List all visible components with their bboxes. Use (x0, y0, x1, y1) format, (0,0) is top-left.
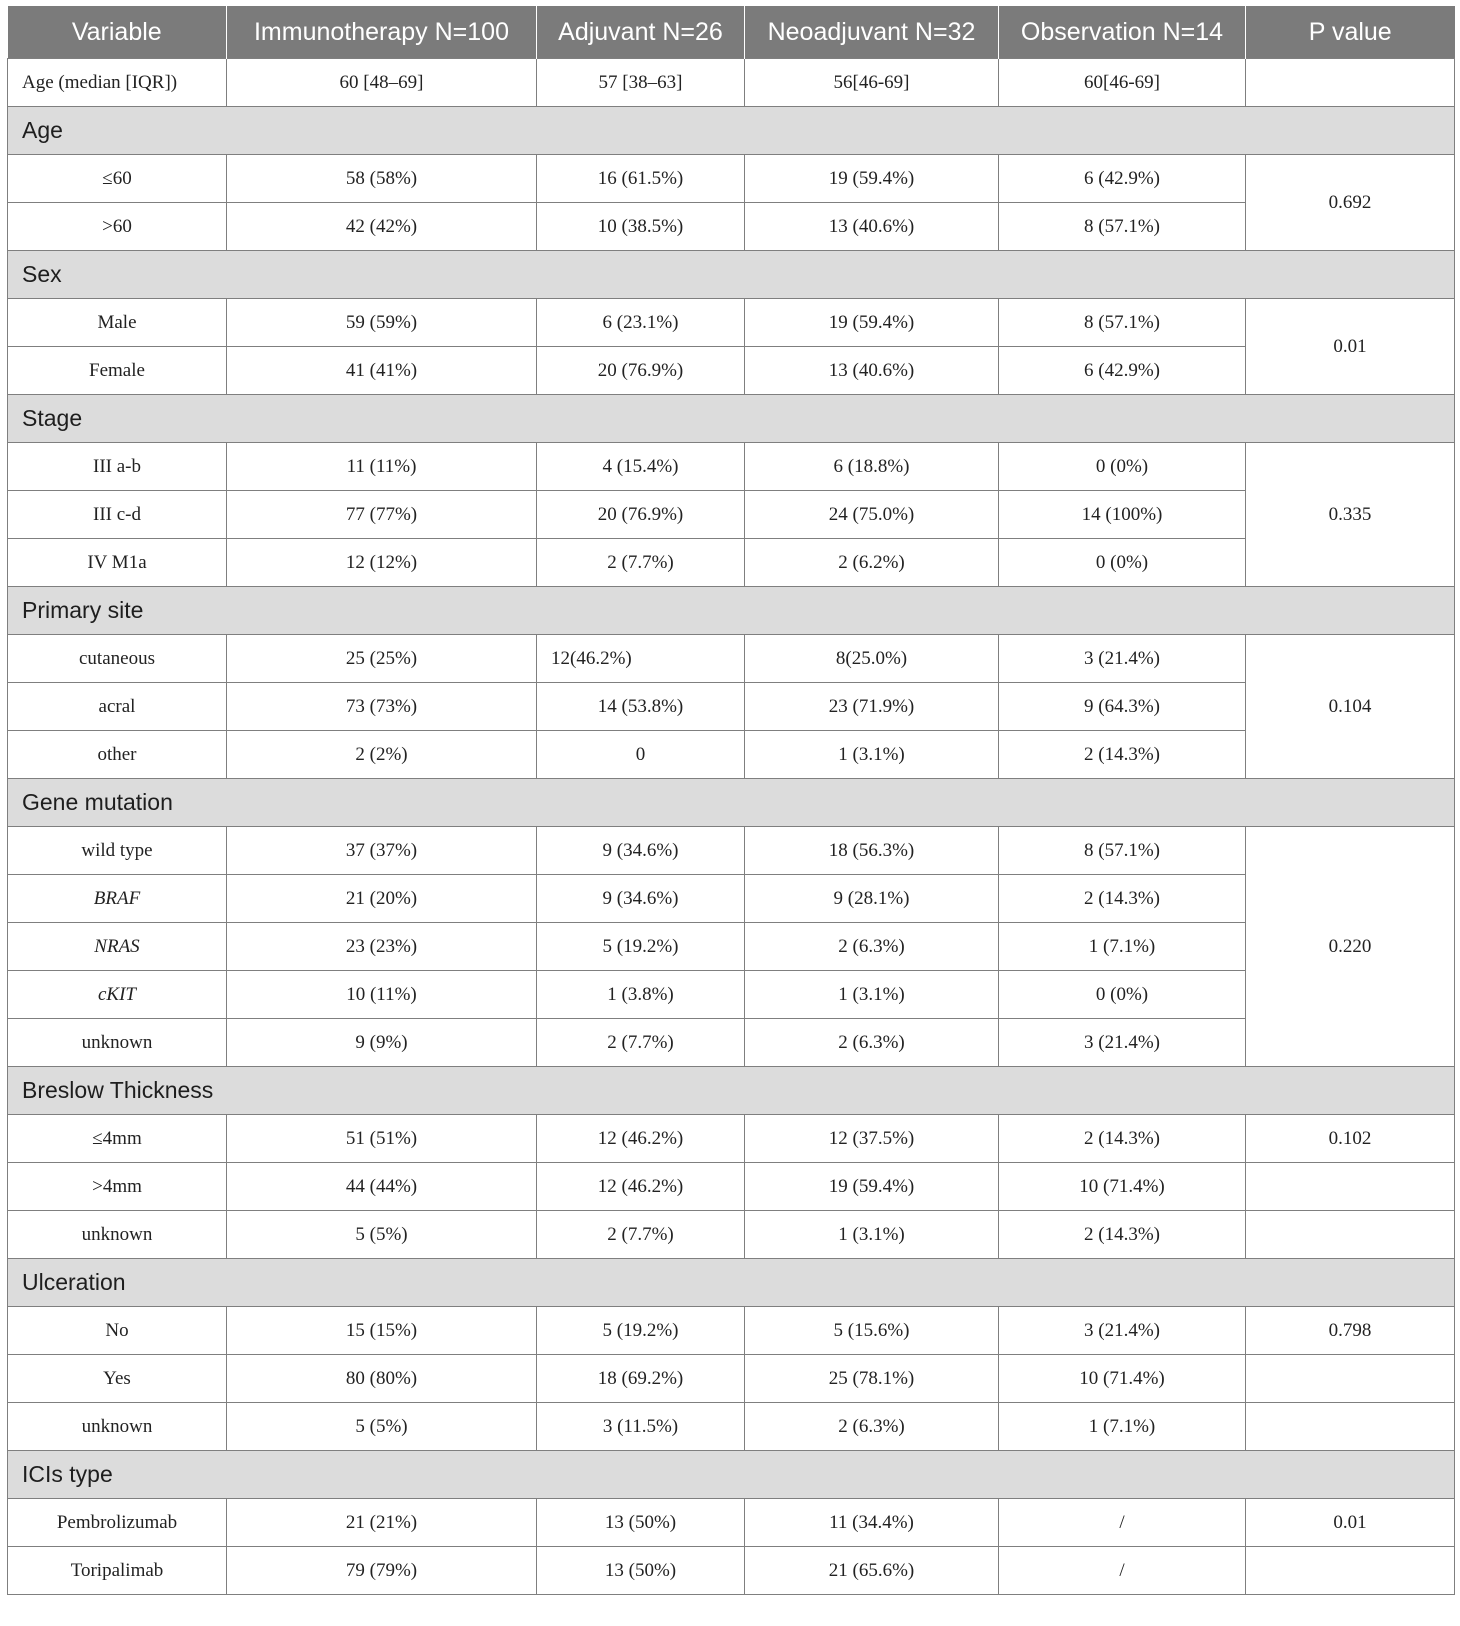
row-label: unknown (8, 1211, 227, 1259)
cell-neoadjuvant: 24 (75.0%) (745, 491, 999, 539)
cell-immunotherapy: 10 (11%) (227, 971, 537, 1019)
table-row (8, 539, 1455, 587)
table-row (8, 923, 1455, 971)
cell-observation: 3 (21.4%) (999, 1307, 1246, 1355)
cell-p-value: 0.104 (1246, 635, 1455, 779)
cell-neoadjuvant: 2 (6.3%) (745, 1019, 999, 1067)
cell-neoadjuvant: 2 (6.3%) (745, 1403, 999, 1451)
cell-p-value (1246, 1211, 1455, 1259)
cell-immunotherapy: 42 (42%) (227, 203, 537, 251)
cell-observation: 0 (0%) (999, 443, 1246, 491)
table-row (8, 1355, 1455, 1403)
column-header-neoadjuvant: Neoadjuvant N=32 (745, 6, 999, 59)
section-title: Gene mutation (8, 779, 1455, 827)
cell-neoadjuvant: 19 (59.4%) (745, 1163, 999, 1211)
cell-neoadjuvant: 1 (3.1%) (745, 971, 999, 1019)
cell-p-value (1246, 1547, 1455, 1595)
table-row (8, 443, 1455, 491)
section-row-ulceration (8, 1259, 1455, 1307)
table-row (8, 155, 1455, 203)
age-median-row (8, 59, 1455, 107)
cell-observation: 2 (14.3%) (999, 1115, 1246, 1163)
cell-observation: 10 (71.4%) (999, 1355, 1246, 1403)
section-row-sex (8, 251, 1455, 299)
cell-immunotherapy: 12 (12%) (227, 539, 537, 587)
table-row (8, 827, 1455, 875)
row-label: >60 (8, 203, 227, 251)
cell-p-value: 0.01 (1246, 299, 1455, 395)
row-label: other (8, 731, 227, 779)
cell-adjuvant: 13 (50%) (537, 1547, 745, 1595)
cell-neoadjuvant: 2 (6.3%) (745, 923, 999, 971)
cell-p-value: 0.102 (1246, 1115, 1455, 1163)
cell-immunotherapy: 60 [48–69] (227, 59, 537, 107)
cell-adjuvant: 9 (34.6%) (537, 875, 745, 923)
cell-observation: 14 (100%) (999, 491, 1246, 539)
cell-observation: / (999, 1499, 1246, 1547)
cell-neoadjuvant: 25 (78.1%) (745, 1355, 999, 1403)
row-label: IV M1a (8, 539, 227, 587)
row-label: cutaneous (8, 635, 227, 683)
cell-immunotherapy: 77 (77%) (227, 491, 537, 539)
cell-observation: 0 (0%) (999, 539, 1246, 587)
row-label: unknown (8, 1019, 227, 1067)
cell-neoadjuvant: 2 (6.2%) (745, 539, 999, 587)
cell-immunotherapy: 58 (58%) (227, 155, 537, 203)
table-row (8, 203, 1455, 251)
row-label: >4mm (8, 1163, 227, 1211)
cell-immunotherapy: 44 (44%) (227, 1163, 537, 1211)
cell-neoadjuvant: 1 (3.1%) (745, 1211, 999, 1259)
row-label: III c-d (8, 491, 227, 539)
table-row (8, 1211, 1455, 1259)
section-row-age (8, 107, 1455, 155)
table-row (8, 299, 1455, 347)
row-label: Male (8, 299, 227, 347)
cell-neoadjuvant: 19 (59.4%) (745, 299, 999, 347)
cell-observation: 60[46-69] (999, 59, 1246, 107)
section-row-gene-mutation (8, 779, 1455, 827)
cell-adjuvant: 10 (38.5%) (537, 203, 745, 251)
table-row (8, 1499, 1455, 1547)
table-row (8, 1307, 1455, 1355)
table-row (8, 731, 1455, 779)
cell-adjuvant: 2 (7.7%) (537, 1019, 745, 1067)
cell-p-value (1246, 1403, 1455, 1451)
section-title: Age (8, 107, 1455, 155)
section-row-stage (8, 395, 1455, 443)
cell-neoadjuvant: 13 (40.6%) (745, 203, 999, 251)
column-header-variable: Variable (8, 6, 227, 59)
cell-neoadjuvant: 18 (56.3%) (745, 827, 999, 875)
section-title: Breslow Thickness (8, 1067, 1455, 1115)
cell-observation: 8 (57.1%) (999, 299, 1246, 347)
table-row (8, 875, 1455, 923)
cell-neoadjuvant: 6 (18.8%) (745, 443, 999, 491)
cell-observation: 2 (14.3%) (999, 731, 1246, 779)
cell-observation: 1 (7.1%) (999, 1403, 1246, 1451)
cell-immunotherapy: 23 (23%) (227, 923, 537, 971)
cell-immunotherapy: 37 (37%) (227, 827, 537, 875)
section-title: Ulceration (8, 1259, 1455, 1307)
cell-observation: 9 (64.3%) (999, 683, 1246, 731)
row-label: cKIT (8, 971, 227, 1019)
table-row (8, 347, 1455, 395)
cell-p-value: 0.335 (1246, 443, 1455, 587)
cell-adjuvant: 18 (69.2%) (537, 1355, 745, 1403)
cell-neoadjuvant: 9 (28.1%) (745, 875, 999, 923)
section-row-icis-type (8, 1451, 1455, 1499)
cell-p-value: 0.692 (1246, 155, 1455, 251)
cell-p-value: 0.01 (1246, 1499, 1455, 1547)
cell-immunotherapy: 5 (5%) (227, 1403, 537, 1451)
column-header-observation: Observation N=14 (999, 6, 1246, 59)
cell-neoadjuvant: 21 (65.6%) (745, 1547, 999, 1595)
cell-p-value (1246, 1355, 1455, 1403)
cell-immunotherapy: 15 (15%) (227, 1307, 537, 1355)
cell-observation: 8 (57.1%) (999, 203, 1246, 251)
cell-adjuvant: 4 (15.4%) (537, 443, 745, 491)
cell-adjuvant: 16 (61.5%) (537, 155, 745, 203)
table-row (8, 1019, 1455, 1067)
cell-observation: 6 (42.9%) (999, 155, 1246, 203)
cell-immunotherapy: 9 (9%) (227, 1019, 537, 1067)
section-title: ICIs type (8, 1451, 1455, 1499)
row-label: ≤4mm (8, 1115, 227, 1163)
row-label: Pembrolizumab (8, 1499, 227, 1547)
cell-immunotherapy: 41 (41%) (227, 347, 537, 395)
cell-observation: 3 (21.4%) (999, 635, 1246, 683)
cell-adjuvant: 6 (23.1%) (537, 299, 745, 347)
row-label: III a-b (8, 443, 227, 491)
section-row-breslow-thickness (8, 1067, 1455, 1115)
cell-neoadjuvant: 19 (59.4%) (745, 155, 999, 203)
cell-observation: 1 (7.1%) (999, 923, 1246, 971)
cell-immunotherapy: 80 (80%) (227, 1355, 537, 1403)
baseline-characteristics-table (7, 6, 1455, 1595)
column-header-adjuvant: Adjuvant N=26 (537, 6, 745, 59)
cell-observation: 6 (42.9%) (999, 347, 1246, 395)
row-label: Yes (8, 1355, 227, 1403)
cell-neoadjuvant: 13 (40.6%) (745, 347, 999, 395)
cell-adjuvant: 12 (46.2%) (537, 1115, 745, 1163)
section-title: Sex (8, 251, 1455, 299)
row-label: BRAF (8, 875, 227, 923)
cell-immunotherapy: 51 (51%) (227, 1115, 537, 1163)
section-title: Stage (8, 395, 1455, 443)
section-row-primary-site (8, 587, 1455, 635)
cell-neoadjuvant: 1 (3.1%) (745, 731, 999, 779)
cell-adjuvant: 2 (7.7%) (537, 1211, 745, 1259)
cell-immunotherapy: 25 (25%) (227, 635, 537, 683)
cell-adjuvant: 0 (537, 731, 745, 779)
row-label: No (8, 1307, 227, 1355)
table-body (8, 59, 1455, 1595)
cell-immunotherapy: 21 (21%) (227, 1499, 537, 1547)
column-header-p-value: P value (1246, 6, 1455, 59)
row-label: acral (8, 683, 227, 731)
column-header-immunotherapy: Immunotherapy N=100 (227, 6, 537, 59)
header-row (8, 6, 1455, 59)
cell-adjuvant: 5 (19.2%) (537, 923, 745, 971)
cell-immunotherapy: 21 (20%) (227, 875, 537, 923)
cell-observation: / (999, 1547, 1246, 1595)
cell-adjuvant: 9 (34.6%) (537, 827, 745, 875)
table-row (8, 1547, 1455, 1595)
cell-immunotherapy: 5 (5%) (227, 1211, 537, 1259)
table-row (8, 1403, 1455, 1451)
table-row (8, 1115, 1455, 1163)
cell-neoadjuvant: 23 (71.9%) (745, 683, 999, 731)
section-title: Primary site (8, 587, 1455, 635)
row-label: Female (8, 347, 227, 395)
cell-observation: 2 (14.3%) (999, 1211, 1246, 1259)
cell-neoadjuvant: 56[46-69] (745, 59, 999, 107)
cell-adjuvant: 20 (76.9%) (537, 347, 745, 395)
row-label: Age (median [IQR]) (8, 59, 227, 107)
cell-immunotherapy: 11 (11%) (227, 443, 537, 491)
row-label: ≤60 (8, 155, 227, 203)
cell-observation: 10 (71.4%) (999, 1163, 1246, 1211)
cell-immunotherapy: 59 (59%) (227, 299, 537, 347)
cell-immunotherapy: 2 (2%) (227, 731, 537, 779)
cell-p-value (1246, 1163, 1455, 1211)
cell-adjuvant: 57 [38–63] (537, 59, 745, 107)
row-label: unknown (8, 1403, 227, 1451)
cell-observation: 8 (57.1%) (999, 827, 1246, 875)
cell-neoadjuvant: 12 (37.5%) (745, 1115, 999, 1163)
table-row (8, 683, 1455, 731)
cell-adjuvant: 12 (46.2%) (537, 1163, 745, 1211)
table-row (8, 635, 1455, 683)
cell-adjuvant: 13 (50%) (537, 1499, 745, 1547)
cell-neoadjuvant: 5 (15.6%) (745, 1307, 999, 1355)
table-row (8, 971, 1455, 1019)
cell-adjuvant: 20 (76.9%) (537, 491, 745, 539)
cell-adjuvant: 1 (3.8%) (537, 971, 745, 1019)
cell-adjuvant: 3 (11.5%) (537, 1403, 745, 1451)
cell-adjuvant: 5 (19.2%) (537, 1307, 745, 1355)
cell-p-value: 0.798 (1246, 1307, 1455, 1355)
cell-adjuvant: 12(46.2%) (537, 635, 745, 683)
cell-neoadjuvant: 8(25.0%) (745, 635, 999, 683)
cell-adjuvant: 14 (53.8%) (537, 683, 745, 731)
cell-neoadjuvant: 11 (34.4%) (745, 1499, 999, 1547)
cell-immunotherapy: 79 (79%) (227, 1547, 537, 1595)
row-label: wild type (8, 827, 227, 875)
table-row (8, 491, 1455, 539)
cell-observation: 0 (0%) (999, 971, 1246, 1019)
cell-p-value (1246, 59, 1455, 107)
cell-adjuvant: 2 (7.7%) (537, 539, 745, 587)
table-row (8, 1163, 1455, 1211)
row-label: Toripalimab (8, 1547, 227, 1595)
cell-observation: 2 (14.3%) (999, 875, 1246, 923)
row-label: NRAS (8, 923, 227, 971)
cell-observation: 3 (21.4%) (999, 1019, 1246, 1067)
cell-p-value: 0.220 (1246, 827, 1455, 1067)
cell-immunotherapy: 73 (73%) (227, 683, 537, 731)
